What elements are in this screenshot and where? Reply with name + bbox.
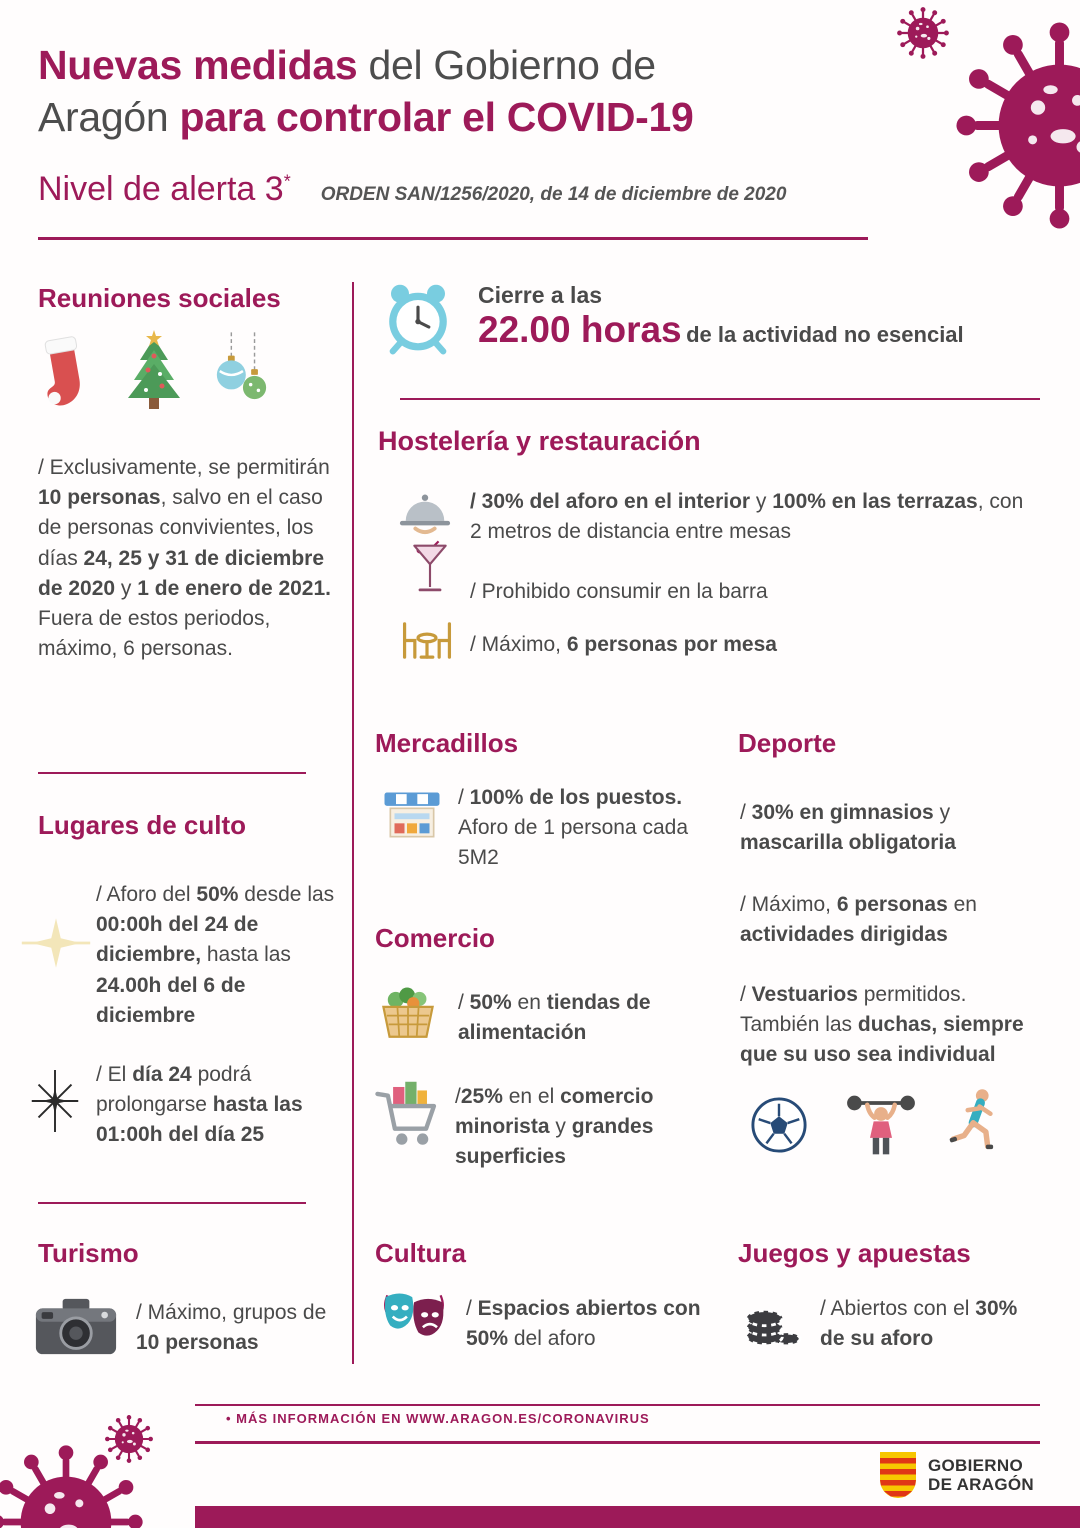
vertical-divider	[352, 282, 354, 1364]
closing-time-value: 22.00 horas	[478, 309, 682, 350]
more-info	[226, 1411, 866, 1426]
cart-icon	[374, 1080, 440, 1153]
section-title-turismo: Turismo	[38, 1238, 139, 1268]
comercio-item-2: /25% en el comercio minorista y grandes superficies	[455, 1085, 654, 1169]
section-title-hosteleria: Hostelería y restauración	[378, 426, 701, 456]
closing-time-block	[478, 282, 1043, 351]
alert-asterisk: *	[283, 171, 291, 192]
market-stall-icon	[382, 790, 442, 845]
soccer-ball-icon	[750, 1096, 808, 1154]
cultura-item: / Espacios abiertos con 50% del aforo	[466, 1297, 701, 1351]
juegos-item: / Abiertos con el 30% de su aforo	[820, 1297, 1018, 1351]
baubles-icon	[212, 332, 270, 414]
cocktail-icon	[410, 540, 450, 597]
divider	[38, 1202, 306, 1204]
aragon-shield-icon	[878, 1450, 918, 1502]
divider	[38, 772, 306, 774]
order-reference: ORDEN SAN/1256/2020, de 14 de diciembre de 2020	[320, 184, 787, 205]
culto-item-1: / Aforo del 50% desde las 00:00h del 24 de diciembre, hasta las 24.00h del 6 de diciembre	[96, 883, 335, 1027]
alarm-clock-icon	[382, 280, 454, 356]
virus-icon	[896, 6, 950, 60]
divider	[400, 398, 1040, 400]
bullet: •	[226, 1411, 232, 1426]
comercio-item-1: / 50% en tiendas de alimentación	[458, 991, 651, 1045]
masks-icon	[380, 1290, 448, 1352]
section-title-reuniones: Reuniones sociales	[38, 283, 281, 313]
section-title-comercio: Comercio	[375, 923, 495, 953]
section-title-juegos: Juegos y apuestas	[738, 1238, 971, 1268]
chips-icon	[742, 1292, 804, 1350]
logo-line2: DE ARAGÓN	[928, 1475, 1034, 1494]
page-title	[38, 40, 898, 143]
runner-icon	[946, 1086, 1004, 1156]
section-title-mercadillos: Mercadillos	[375, 728, 519, 758]
star-icon	[24, 1070, 86, 1132]
christmas-icons	[38, 330, 328, 414]
christmas-tree-icon	[122, 330, 186, 414]
mercadillos-item: / 100% de los puestos. Aforo de 1 persona cada 5M2	[458, 786, 688, 870]
section-title-cultura: Cultura	[375, 1238, 466, 1268]
info-url-link[interactable]: WWW.ARAGON.ES/CORONAVIRUS	[406, 1411, 650, 1426]
camera-icon	[34, 1295, 118, 1358]
logo-text	[928, 1457, 1034, 1494]
table-chairs-icon	[398, 620, 456, 661]
turismo-item: / Máximo, grupos de 10 personas	[136, 1301, 327, 1355]
hosteleria-item-2: / Prohibido consumir en la barra	[470, 580, 768, 603]
reuniones-body: / Exclusivamente, se permitirán 10 personas, salvo en el caso de personas convivientes, los días 24, 25 y 31 de diciembre de 2020 y 1 de enero de 2021. Fuera de estos periodos, máximo, 6 personas.	[38, 456, 332, 661]
page-title-line1: Nuevas medidas del Gobierno de	[38, 42, 656, 88]
hosteleria-item-3: / Máximo, 6 personas por mesa	[470, 633, 777, 656]
alert-row	[38, 170, 786, 209]
section-title-culto: Lugares de culto	[38, 810, 247, 840]
alert-level: Nivel de alerta 3*	[38, 170, 291, 208]
cloche-icon	[396, 490, 454, 535]
footer-bar	[195, 1506, 1080, 1528]
sun-icon	[18, 905, 94, 981]
basket-icon	[376, 984, 440, 1042]
deporte-item-2: / Máximo, 6 personas en actividades dirigidas	[740, 893, 977, 947]
footer-divider-bottom	[195, 1441, 1040, 1444]
weightlifter-icon	[842, 1092, 920, 1158]
closing-time-rest: de la actividad no esencial	[686, 322, 964, 347]
logo-line1: GOBIERNO	[928, 1456, 1023, 1476]
stocking-icon	[31, 330, 102, 419]
gobierno-aragon-logo	[878, 1450, 1034, 1502]
virus-icon	[104, 1414, 154, 1464]
deporte-item-3: / Vestuarios permitidos. También las duchas, siempre que su uso sea individual	[740, 983, 1024, 1067]
virus-icon	[952, 18, 1080, 233]
closing-time-intro: Cierre a las	[478, 282, 603, 308]
hosteleria-item-1: / 30% del aforo en el interior y 100% en las terrazas, con 2 metros de distancia entre mesas	[470, 490, 1024, 544]
more-info-label: MÁS INFORMACIÓN EN	[231, 1411, 407, 1426]
page-title-line2: Aragón para controlar el COVID-19	[38, 93, 694, 140]
header-divider	[38, 237, 868, 240]
culto-item-2: / El día 24 podrá prolongarse hasta las 01:00h del día 25	[96, 1063, 303, 1147]
deporte-item-1: / 30% en gimnasios y mascarilla obligatoria	[740, 801, 956, 855]
footer-divider-top	[195, 1404, 1040, 1406]
section-title-deporte: Deporte	[738, 728, 837, 758]
